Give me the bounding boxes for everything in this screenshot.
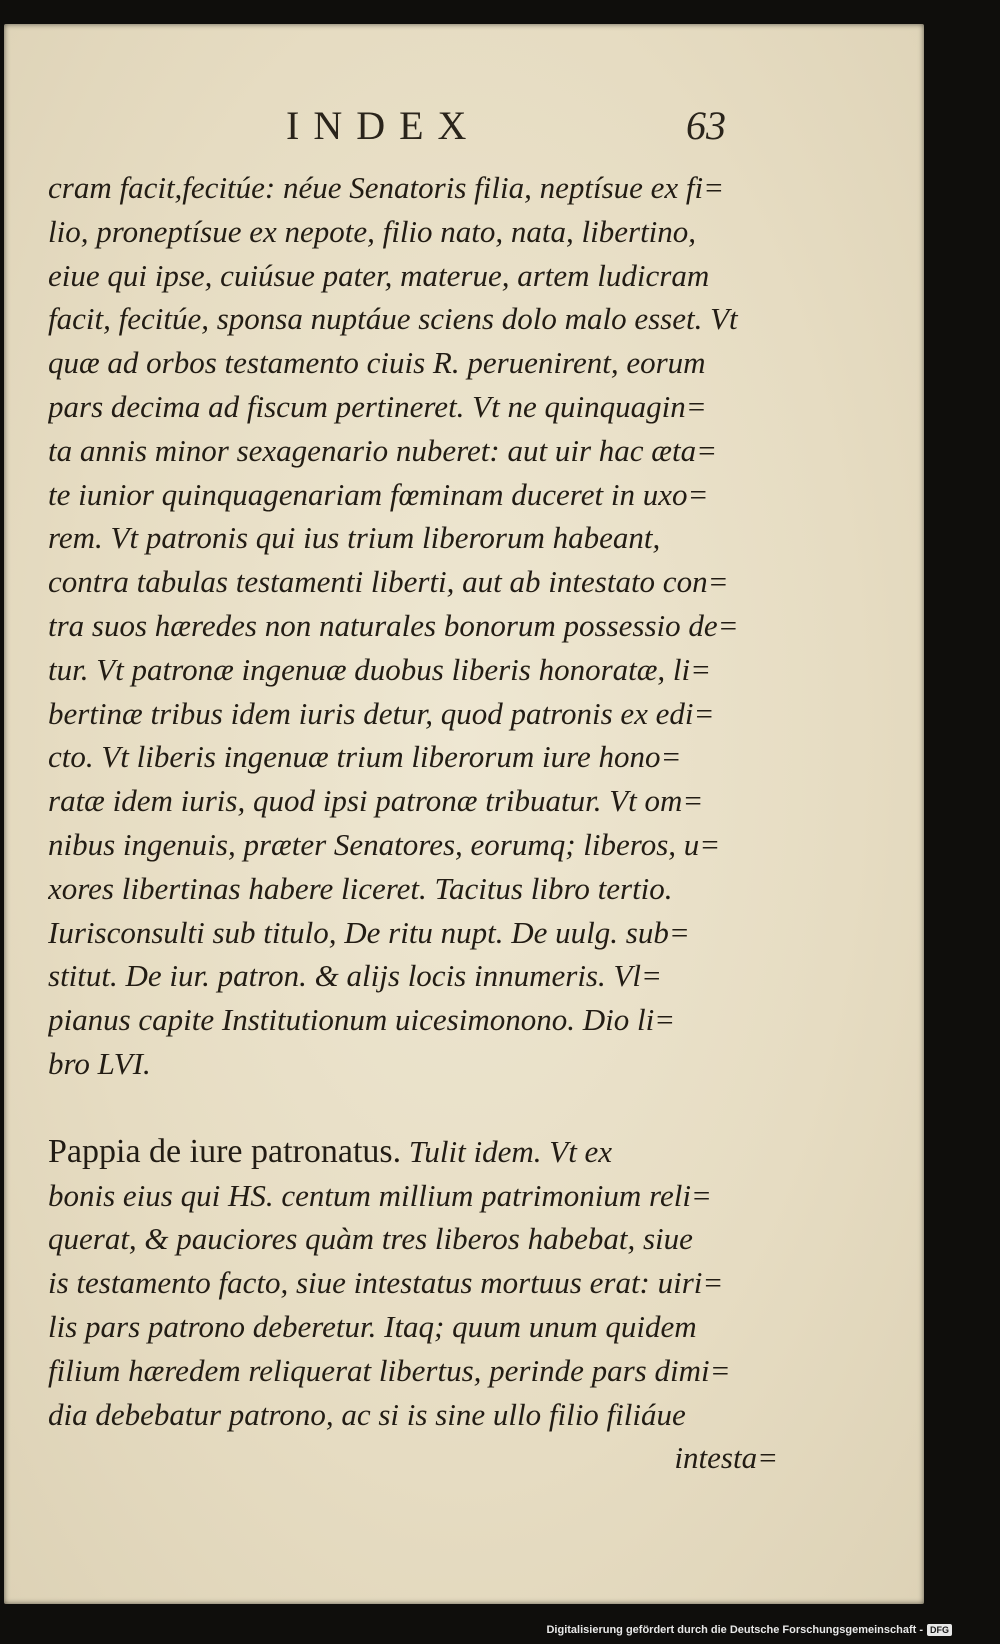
text-line: pars decima ad fiscum pertineret. Vt ne quinquagin= bbox=[48, 388, 707, 424]
page-number: 63 bbox=[686, 103, 726, 148]
running-head: INDEX bbox=[286, 103, 481, 148]
text-line: is testamento facto, siue intestatus mortuus erat: uiri= bbox=[48, 1265, 724, 1301]
section-heading-line bbox=[48, 1130, 788, 1174]
text-line: tur. Vt patronæ ingenuæ duobus liberis honoratæ, li= bbox=[48, 651, 712, 687]
text-line: bonis eius qui HS. centum millium patrimonium reli= bbox=[48, 1177, 712, 1213]
text-line: stitut. De iur. patron. & alijs locis innumeris. Vl= bbox=[48, 958, 662, 994]
text-line: tra suos hæredes non naturales bonorum possessio de= bbox=[48, 607, 739, 643]
text-line: ratæ idem iuris, quod ipsi patronæ tribuatur. Vt om= bbox=[48, 783, 704, 819]
section-gap bbox=[48, 1086, 788, 1130]
text-line: cram facit,fecitúe: néue Senatoris filia, neptísue ex fi= bbox=[48, 170, 725, 205]
digitization-credit bbox=[546, 1624, 952, 1636]
dfg-logo: DFG bbox=[927, 1624, 952, 1636]
text-line: querat, & pauciores quàm tres liberos habebat, siue bbox=[48, 1221, 693, 1257]
text-block-2 bbox=[48, 1174, 788, 1437]
text-line: rem. Vt patronis qui ius trium liberorum habeant, bbox=[48, 520, 661, 556]
book-page bbox=[4, 24, 924, 1604]
text-line: quæ ad orbos testamento ciuis R. peruenirent, eorum bbox=[48, 345, 706, 381]
text-line: facit, fecitúe, sponsa nuptáue sciens dolo malo esset. Vt bbox=[48, 301, 738, 337]
text-line: lis pars patrono deberetur. Itaq; quum unum quidem bbox=[48, 1308, 697, 1344]
text-line: bro LVI. bbox=[48, 1045, 151, 1081]
section-heading: Pappia de iure patronatus. bbox=[48, 1132, 402, 1170]
text-line: xores libertinas habere liceret. Tacitus libro tertio. bbox=[48, 870, 673, 906]
section-heading-rest: Tulit idem. Vt ex bbox=[401, 1133, 613, 1169]
text-line: te iunior quinquagenariam fœminam duceret in uxo= bbox=[48, 476, 709, 512]
text-line: dia debebatur patrono, ac si is sine ullo filio filiáue bbox=[48, 1396, 686, 1432]
text-block-1 bbox=[48, 166, 788, 1086]
text-line: pianus capite Institutionum uicesimonono. Dio li= bbox=[48, 1002, 676, 1038]
text-line: lio, proneptísue ex nepote, filio nato, nata, libertino, bbox=[48, 213, 697, 249]
text-line: ta annis minor sexagenario nuberet: aut uir hac æta= bbox=[48, 432, 717, 468]
catchword: intesta= bbox=[674, 1440, 778, 1476]
page-header bbox=[4, 102, 924, 162]
text-line: bertinæ tribus idem iuris detur, quod patronis ex edi= bbox=[48, 695, 715, 731]
text-line: nibus ingenuis, præter Senatores, eorumq; liberos, u= bbox=[48, 826, 721, 862]
text-line: cto. Vt liberis ingenuæ trium liberorum iure hono= bbox=[48, 739, 682, 775]
text-line: contra tabulas testamenti liberti, aut ab intestato con= bbox=[48, 564, 729, 600]
text-line: filium hæredem reliquerat libertus, perinde pars dimi= bbox=[48, 1352, 731, 1388]
text-line: Iurisconsulti sub titulo, De ritu nupt. De uulg. sub= bbox=[48, 914, 690, 950]
credit-text: Digitalisierung gefördert durch die Deutsche Forschungsgemeinschaft - bbox=[546, 1624, 923, 1636]
text-line: eiue qui ipse, cuiúsue pater, materue, artem ludicram bbox=[48, 257, 710, 293]
page-text bbox=[48, 166, 788, 1480]
